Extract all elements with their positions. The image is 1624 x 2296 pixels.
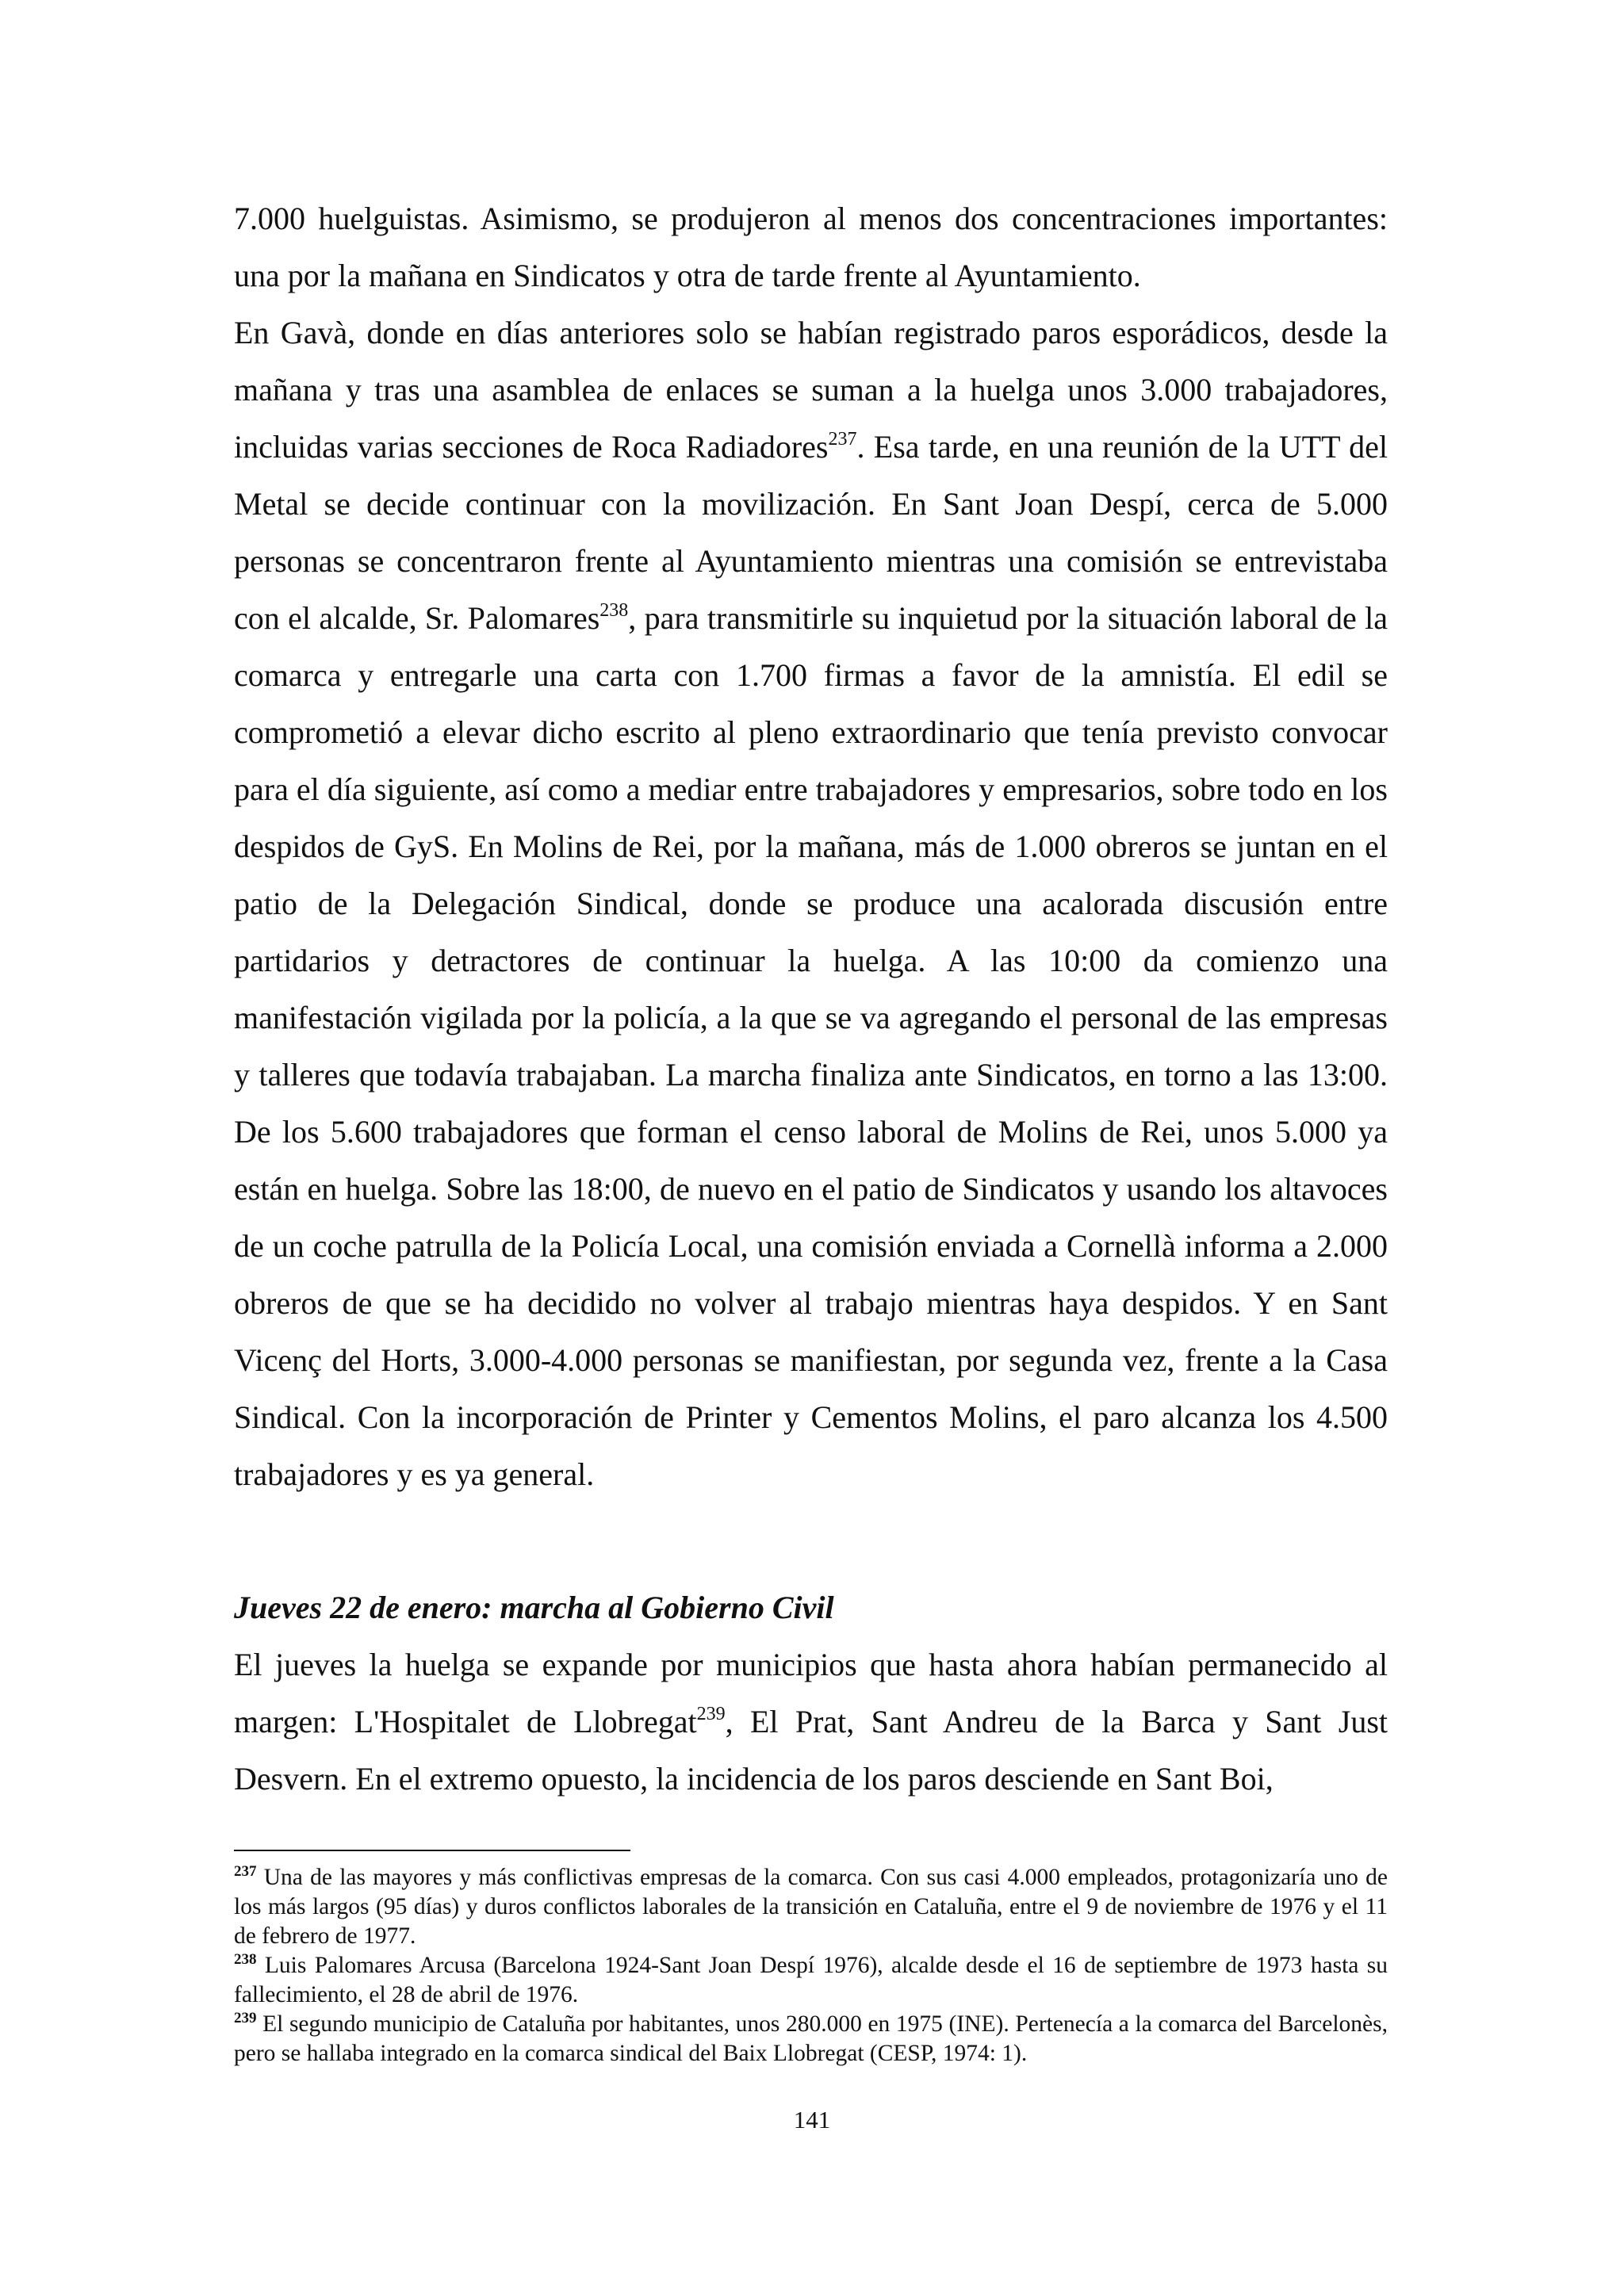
footnote-number: 238 — [234, 1951, 257, 1968]
paragraph-1 — [234, 190, 1388, 304]
paragraph-2 — [234, 304, 1388, 1503]
page-body — [234, 190, 1388, 1808]
footnote-ref-238[interactable]: 238 — [599, 600, 629, 621]
paragraph-3-text-b: , El Prat, Sant Andreu de la Barca y Sant Just Desvern. En el extremo opuesto, la incidencia de los paros desciende en Sant Boi, — [234, 1704, 1388, 1797]
footnote-number: 239 — [234, 2010, 257, 2026]
page-number: 141 — [793, 2106, 831, 2133]
footnote-237 — [234, 1863, 1388, 1951]
paragraph-1-text: 7.000 huelguistas. Asimismo, se produjeron al menos dos concentraciones importantes: una por la mañana en Sindicatos y otra de tarde frente al Ayuntamiento. — [234, 201, 1388, 293]
paragraph-3-text-a: El jueves la huelga se expande por municipios que hasta ahora habían permanecido al margen: L'Hospitalet de Llobregat — [234, 1647, 1388, 1739]
footnote-text: Una de las mayores y más conflictivas empresas de la comarca. Con sus casi 4.000 empleados, protagonizaría uno de los más largos (95 días) y duros conflictos laborales de la transición en Cataluña, entre el 9 de noviembre de 1976 y el 11 de febrero de 1977. — [234, 1865, 1388, 1949]
footnote-238 — [234, 1951, 1388, 2010]
footnote-239 — [234, 2010, 1388, 2068]
footnotes-section — [234, 1863, 1388, 2068]
paragraph-2-text-a: En Gavà, donde en días anteriores solo se habían registrado paros esporádicos, desde la mañana y tras una asamblea de enlaces se suman a la huelga unos 3.000 trabajadores, incluidas varias secciones de Roca Radiadores — [234, 315, 1388, 465]
paragraph-2-text-c: , para transmitirle su inquietud por la situación laboral de la comarca y entregarle una carta con 1.700 firmas a favor de la amnistía. El edil se comprometió a elevar dicho escrito al pleno extraordinario que tenía previsto convocar para el día siguiente, así como a mediar entre trabajadores y empresarios, sobre todo en los despidos de GyS. En Molins de Rei, por la mañana, más de 1.000 obreros se juntan en el patio de la Delegación Sindical, donde se produce una acalorada discusión entre partidarios y detractores de continuar la huelga. A las 10:00 da comienzo una manifestación vigilada por la policía, a la que se va agregando el personal de las empresas y talleres que todavía trabajaban. La marcha finaliza ante Sindicatos, en torno a las 13:00. De los 5.600 trabajadores que forman el censo laboral de Molins de Rei, unos 5.000 ya están en huelga. Sobre las 18:00, de nuevo en el patio de Sindicatos y usando los altavoces de un coche patrulla de la Policía Local, una comisión enviada a Cornellà informa a 2.000 obreros de que se ha decidido no volver al trabajo mientras haya despidos. Y en Sant Vicenç del Horts, 3.000-4.000 personas se manifiestan, por segunda vez, frente a la Casa Sindical. Con la incorporación de Printer y Cementos Molins, el paro alcanza los 4.500 trabajadores y es ya general. — [234, 600, 1388, 1492]
section-heading: Jueves 22 de enero: marcha al Gobierno Civil — [234, 1590, 834, 1625]
paragraph-2-text-b: . Esa tarde, en una reunión de la UTT del Metal se decide continuar con la movilización. En Sant Joan Despí, cerca de 5.000 personas se concentraron frente al Ayuntamiento mientras una comisión se entrevistaba con el alcalde, Sr. Palomares — [234, 429, 1388, 636]
footnote-text: Luis Palomares Arcusa (Barcelona 1924-Sant Joan Despí 1976), alcalde desde el 16 de septiembre de 1973 hasta su fallecimiento, el 28 de abril de 1976. — [234, 1953, 1388, 2007]
footnote-ref-237[interactable]: 237 — [828, 429, 857, 450]
footnote-number: 237 — [234, 1863, 257, 1880]
paragraph-3 — [234, 1636, 1388, 1808]
footnote-separator — [234, 1850, 630, 1851]
footnote-ref-239[interactable]: 239 — [696, 1704, 726, 1724]
footnote-text: El segundo municipio de Cataluña por habitantes, unos 280.000 en 1975 (INE). Pertenecía a la comarca del Barcelonès, pero se hallaba integrado en la comarca sindical del Baix Llobregat (CESP, 1974: 1). — [234, 2011, 1388, 2066]
